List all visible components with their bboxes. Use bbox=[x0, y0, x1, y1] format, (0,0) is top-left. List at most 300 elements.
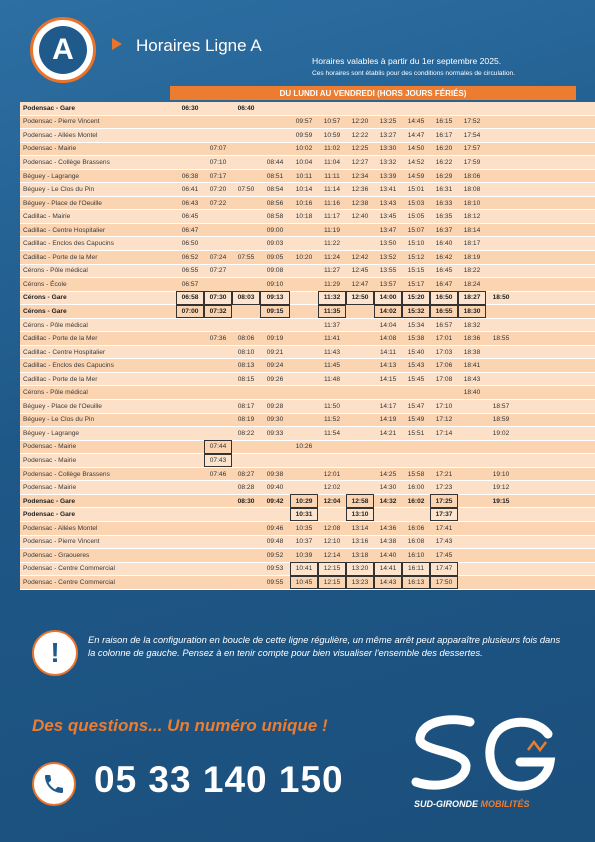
stop-name: Cadillac - Porte de la Mer bbox=[20, 372, 148, 386]
departure-time bbox=[260, 508, 290, 522]
departure-time: 19:15 bbox=[486, 494, 516, 508]
departure-time bbox=[572, 372, 595, 386]
departure-time bbox=[544, 494, 572, 508]
departure-time bbox=[260, 386, 290, 400]
departure-time: 18:36 bbox=[458, 332, 486, 346]
departure-time bbox=[148, 359, 176, 373]
table-row bbox=[20, 549, 595, 563]
departure-time bbox=[486, 169, 516, 183]
departure-time bbox=[318, 102, 346, 115]
departure-time: 12:27 bbox=[346, 156, 374, 170]
departure-time bbox=[544, 549, 572, 563]
departure-time bbox=[572, 142, 595, 156]
departure-time bbox=[290, 102, 318, 115]
departure-time bbox=[232, 454, 260, 468]
departure-time bbox=[402, 102, 430, 115]
table-row bbox=[20, 305, 595, 319]
departure-time: 16:35 bbox=[430, 210, 458, 224]
departure-time: 11:35 bbox=[318, 305, 346, 319]
departure-time: 09:57 bbox=[290, 115, 318, 129]
departure-time bbox=[232, 169, 260, 183]
departure-time bbox=[458, 549, 486, 563]
departure-time bbox=[148, 508, 176, 522]
departure-time bbox=[486, 251, 516, 265]
departure-time bbox=[486, 345, 516, 359]
stop-name: Cérons - Pôle médical bbox=[20, 264, 148, 278]
departure-time: 07:43 bbox=[204, 454, 232, 468]
departure-time: 09:10 bbox=[260, 278, 290, 292]
departure-time: 14:08 bbox=[374, 332, 402, 346]
departure-time bbox=[516, 142, 544, 156]
departure-time bbox=[346, 386, 374, 400]
departure-time bbox=[402, 508, 430, 522]
departure-time bbox=[544, 562, 572, 576]
table-row bbox=[20, 210, 595, 224]
stop-name: Podensac - Mairie bbox=[20, 481, 148, 495]
departure-time bbox=[544, 278, 572, 292]
table-row bbox=[20, 264, 595, 278]
departure-time bbox=[232, 237, 260, 251]
departure-time bbox=[148, 454, 176, 468]
departure-time bbox=[486, 386, 516, 400]
departure-time: 12:47 bbox=[346, 278, 374, 292]
departure-time: 13:39 bbox=[374, 169, 402, 183]
departure-time: 14:21 bbox=[374, 427, 402, 441]
departure-time: 14:15 bbox=[374, 372, 402, 386]
departure-time: 17:41 bbox=[430, 521, 458, 535]
departure-time: 12:50 bbox=[346, 291, 374, 305]
departure-time: 07:24 bbox=[204, 251, 232, 265]
departure-time bbox=[232, 278, 260, 292]
departure-time bbox=[232, 223, 260, 237]
departure-time: 09:55 bbox=[260, 576, 290, 590]
logo-caption-prefix: SUD-GIRONDE bbox=[414, 799, 479, 809]
departure-time bbox=[346, 332, 374, 346]
departure-time bbox=[544, 440, 572, 454]
departure-time bbox=[204, 413, 232, 427]
departure-time: 19:12 bbox=[486, 481, 516, 495]
departure-time bbox=[176, 318, 204, 332]
departure-time bbox=[374, 454, 402, 468]
table-row bbox=[20, 535, 595, 549]
departure-time: 11:27 bbox=[318, 264, 346, 278]
departure-time: 14:45 bbox=[402, 115, 430, 129]
departure-time bbox=[572, 183, 595, 197]
table-row bbox=[20, 400, 595, 414]
departure-time bbox=[572, 156, 595, 170]
departure-time: 14:41 bbox=[374, 562, 402, 576]
departure-time: 17:52 bbox=[458, 115, 486, 129]
departure-time: 08:56 bbox=[260, 196, 290, 210]
departure-time bbox=[544, 142, 572, 156]
table-row bbox=[20, 196, 595, 210]
departure-time bbox=[232, 508, 260, 522]
table-row bbox=[20, 440, 595, 454]
departure-time bbox=[176, 440, 204, 454]
departure-time bbox=[544, 413, 572, 427]
departure-time: 10:31 bbox=[290, 508, 318, 522]
departure-time bbox=[148, 427, 176, 441]
stop-name: Cadillac - Porte de la Mer bbox=[20, 251, 148, 265]
departure-time bbox=[516, 169, 544, 183]
departure-time: 12:58 bbox=[346, 494, 374, 508]
info-icon-circle bbox=[32, 630, 78, 676]
departure-time: 17:12 bbox=[430, 413, 458, 427]
departure-time bbox=[458, 102, 486, 115]
departure-time bbox=[290, 481, 318, 495]
departure-time: 17:59 bbox=[458, 156, 486, 170]
departure-time: 08:30 bbox=[232, 494, 260, 508]
departure-time bbox=[232, 535, 260, 549]
departure-time bbox=[290, 264, 318, 278]
stop-name: Podensac - Mairie bbox=[20, 454, 148, 468]
departure-time: 17:10 bbox=[430, 400, 458, 414]
departure-time bbox=[148, 102, 176, 115]
departure-time bbox=[516, 413, 544, 427]
departure-time bbox=[204, 494, 232, 508]
departure-time: 08:51 bbox=[260, 169, 290, 183]
departure-time bbox=[458, 494, 486, 508]
stop-name: Podensac - Mairie bbox=[20, 142, 148, 156]
departure-time bbox=[290, 400, 318, 414]
departure-time: 08:06 bbox=[232, 332, 260, 346]
table-row bbox=[20, 467, 595, 481]
departure-time: 17:06 bbox=[430, 359, 458, 373]
departure-time: 09:00 bbox=[260, 223, 290, 237]
departure-time bbox=[346, 223, 374, 237]
departure-time: 08:19 bbox=[232, 413, 260, 427]
departure-time: 16:13 bbox=[402, 576, 430, 590]
departure-time bbox=[458, 400, 486, 414]
info-text: En raison de la configuration en boucle de cette ligne régulière, un même arrêt peut apparaître plusieurs fois dans la colonne de gauche. Pensez à en tenir compte pour bien visualiser l'ensemble des dessertes. bbox=[88, 634, 561, 658]
departure-time bbox=[516, 278, 544, 292]
stop-name: Béguey - Place de l'Oeuille bbox=[20, 196, 148, 210]
stop-name: Podensac - Mairie bbox=[20, 440, 148, 454]
stop-name: Cérons - Pôle médical bbox=[20, 386, 148, 400]
departure-time bbox=[458, 508, 486, 522]
departure-time: 10:26 bbox=[290, 440, 318, 454]
departure-time bbox=[516, 129, 544, 143]
departure-time bbox=[204, 318, 232, 332]
departure-time bbox=[572, 562, 595, 576]
departure-time bbox=[232, 156, 260, 170]
table-row bbox=[20, 508, 595, 522]
departure-time: 08:15 bbox=[232, 372, 260, 386]
departure-time bbox=[486, 454, 516, 468]
table-row bbox=[20, 372, 595, 386]
departure-time: 16:17 bbox=[430, 129, 458, 143]
departure-time bbox=[430, 102, 458, 115]
departure-time bbox=[430, 440, 458, 454]
departure-time: 09:26 bbox=[260, 372, 290, 386]
departure-time: 13:23 bbox=[346, 576, 374, 590]
departure-time: 18:17 bbox=[458, 237, 486, 251]
departure-time bbox=[176, 549, 204, 563]
departure-time: 18:12 bbox=[458, 210, 486, 224]
departure-time: 14:50 bbox=[402, 142, 430, 156]
departure-time bbox=[204, 129, 232, 143]
departure-time: 18:08 bbox=[458, 183, 486, 197]
timetable bbox=[20, 102, 595, 590]
departure-time bbox=[204, 102, 232, 115]
departure-time: 07:55 bbox=[232, 251, 260, 265]
departure-time bbox=[544, 251, 572, 265]
departure-time bbox=[572, 549, 595, 563]
departure-time: 12:25 bbox=[346, 142, 374, 156]
departure-time: 17:03 bbox=[430, 345, 458, 359]
departure-time bbox=[572, 129, 595, 143]
departure-time bbox=[176, 427, 204, 441]
departure-time bbox=[516, 115, 544, 129]
departure-time bbox=[544, 223, 572, 237]
stop-name: Podensac - Gare bbox=[20, 508, 148, 522]
departure-time: 17:25 bbox=[430, 494, 458, 508]
departure-time: 10:16 bbox=[290, 196, 318, 210]
departure-time bbox=[458, 454, 486, 468]
departure-time: 18:14 bbox=[458, 223, 486, 237]
departure-time bbox=[148, 142, 176, 156]
departure-time: 09:38 bbox=[260, 467, 290, 481]
stop-name: Podensac - Allées Montel bbox=[20, 521, 148, 535]
departure-time bbox=[232, 210, 260, 224]
departure-time bbox=[544, 169, 572, 183]
departure-time bbox=[486, 237, 516, 251]
departure-time bbox=[544, 454, 572, 468]
departure-time: 15:34 bbox=[402, 318, 430, 332]
departure-time bbox=[290, 454, 318, 468]
departure-time: 13:43 bbox=[374, 196, 402, 210]
departure-time bbox=[572, 359, 595, 373]
table-row bbox=[20, 102, 595, 115]
departure-time: 15:47 bbox=[402, 400, 430, 414]
departure-time bbox=[318, 386, 346, 400]
departure-time bbox=[290, 386, 318, 400]
departure-time bbox=[516, 332, 544, 346]
departure-time: 10:41 bbox=[290, 562, 318, 576]
departure-time bbox=[176, 386, 204, 400]
departure-time bbox=[516, 562, 544, 576]
departure-time bbox=[516, 291, 544, 305]
departure-time bbox=[516, 521, 544, 535]
departure-time bbox=[516, 210, 544, 224]
departure-time: 10:18 bbox=[290, 210, 318, 224]
departure-time bbox=[148, 291, 176, 305]
departure-time: 11:37 bbox=[318, 318, 346, 332]
departure-time: 13:50 bbox=[374, 237, 402, 251]
departure-time: 14:11 bbox=[374, 345, 402, 359]
phone-number[interactable]: 05 33 140 150 bbox=[94, 759, 344, 800]
departure-time: 06:43 bbox=[176, 196, 204, 210]
departure-time: 12:34 bbox=[346, 169, 374, 183]
departure-time: 16:42 bbox=[430, 251, 458, 265]
stop-name: Cadillac - Mairie bbox=[20, 210, 148, 224]
departure-time bbox=[204, 372, 232, 386]
departure-time bbox=[516, 305, 544, 319]
departure-time: 15:17 bbox=[402, 278, 430, 292]
departure-time bbox=[204, 210, 232, 224]
departure-time bbox=[516, 237, 544, 251]
departure-time: 15:43 bbox=[402, 359, 430, 373]
departure-time bbox=[486, 549, 516, 563]
departure-time: 18:59 bbox=[486, 413, 516, 427]
departure-time: 07:10 bbox=[204, 156, 232, 170]
departure-time: 16:55 bbox=[430, 305, 458, 319]
departure-time bbox=[486, 142, 516, 156]
departure-time bbox=[430, 386, 458, 400]
departure-time bbox=[516, 318, 544, 332]
departure-time bbox=[516, 535, 544, 549]
departure-time: 16:08 bbox=[402, 535, 430, 549]
departure-time: 18:40 bbox=[458, 386, 486, 400]
departure-time: 14:25 bbox=[374, 467, 402, 481]
departure-time bbox=[572, 427, 595, 441]
departure-time: 13:20 bbox=[346, 562, 374, 576]
departure-time: 12:45 bbox=[346, 264, 374, 278]
table-row bbox=[20, 183, 595, 197]
departure-time bbox=[346, 305, 374, 319]
departure-time bbox=[148, 183, 176, 197]
departure-time bbox=[176, 142, 204, 156]
departure-time: 09:08 bbox=[260, 264, 290, 278]
departure-time bbox=[148, 494, 176, 508]
departure-time bbox=[232, 576, 260, 590]
departure-time: 12:02 bbox=[318, 481, 346, 495]
departure-time bbox=[290, 237, 318, 251]
stop-name: Podensac - Centre Commercial bbox=[20, 576, 148, 590]
departure-time: 13:52 bbox=[374, 251, 402, 265]
departure-time bbox=[204, 115, 232, 129]
departure-time bbox=[148, 345, 176, 359]
validity-note: Ces horaires sont établis pour des conditions normales de circulation. bbox=[312, 70, 516, 77]
departure-time: 08:58 bbox=[260, 210, 290, 224]
departure-time bbox=[346, 359, 374, 373]
table-row bbox=[20, 359, 595, 373]
table-row bbox=[20, 494, 595, 508]
departure-time bbox=[458, 413, 486, 427]
departure-time: 10:20 bbox=[290, 251, 318, 265]
departure-time: 12:40 bbox=[346, 210, 374, 224]
departure-time: 15:51 bbox=[402, 427, 430, 441]
departure-time: 15:01 bbox=[402, 183, 430, 197]
departure-time bbox=[486, 129, 516, 143]
departure-time: 18:24 bbox=[458, 278, 486, 292]
departure-time bbox=[204, 521, 232, 535]
departure-time bbox=[516, 264, 544, 278]
departure-time bbox=[544, 237, 572, 251]
departure-time bbox=[232, 305, 260, 319]
departure-time bbox=[260, 440, 290, 454]
questions-heading: Des questions... Un numéro unique ! bbox=[32, 716, 328, 735]
departure-time bbox=[290, 305, 318, 319]
departure-time: 18:30 bbox=[458, 305, 486, 319]
departure-time bbox=[544, 508, 572, 522]
departure-time: 10:11 bbox=[290, 169, 318, 183]
departure-time: 12:01 bbox=[318, 467, 346, 481]
departure-time: 07:30 bbox=[204, 291, 232, 305]
table-row bbox=[20, 386, 595, 400]
departure-time: 15:32 bbox=[402, 305, 430, 319]
departure-time: 12:15 bbox=[318, 562, 346, 576]
departure-time bbox=[346, 318, 374, 332]
departure-time: 16:02 bbox=[402, 494, 430, 508]
departure-time bbox=[516, 454, 544, 468]
departure-time bbox=[346, 345, 374, 359]
departure-time bbox=[516, 494, 544, 508]
departure-time bbox=[572, 115, 595, 129]
departure-time bbox=[374, 440, 402, 454]
departure-time: 10:45 bbox=[290, 576, 318, 590]
departure-time bbox=[148, 576, 176, 590]
departure-time bbox=[516, 156, 544, 170]
departure-time bbox=[544, 291, 572, 305]
departure-time: 18:38 bbox=[458, 345, 486, 359]
departure-time bbox=[374, 508, 402, 522]
departure-time: 17:47 bbox=[430, 562, 458, 576]
departure-time bbox=[176, 576, 204, 590]
departure-time: 13:14 bbox=[346, 521, 374, 535]
departure-time: 06:52 bbox=[176, 251, 204, 265]
departure-time: 06:38 bbox=[176, 169, 204, 183]
departure-time bbox=[516, 102, 544, 115]
departure-time bbox=[544, 481, 572, 495]
departure-time: 10:57 bbox=[318, 115, 346, 129]
departure-time: 16:50 bbox=[430, 291, 458, 305]
departure-time: 13:16 bbox=[346, 535, 374, 549]
departure-time bbox=[232, 115, 260, 129]
departure-time bbox=[346, 102, 374, 115]
departure-time: 14:13 bbox=[374, 359, 402, 373]
line-badge-letter: A bbox=[39, 26, 87, 74]
departure-time bbox=[486, 264, 516, 278]
departure-time bbox=[232, 129, 260, 143]
departure-time: 14:19 bbox=[374, 413, 402, 427]
departure-time: 18:43 bbox=[458, 372, 486, 386]
departure-time bbox=[148, 413, 176, 427]
departure-time: 15:15 bbox=[402, 264, 430, 278]
departure-time: 07:36 bbox=[204, 332, 232, 346]
stop-name: Béguey - Place de l'Oeuille bbox=[20, 400, 148, 414]
departure-time bbox=[176, 156, 204, 170]
departure-time bbox=[486, 210, 516, 224]
departure-time: 08:28 bbox=[232, 481, 260, 495]
departure-time bbox=[346, 372, 374, 386]
departure-time: 16:11 bbox=[402, 562, 430, 576]
departure-time bbox=[572, 521, 595, 535]
departure-time bbox=[232, 521, 260, 535]
departure-time bbox=[290, 291, 318, 305]
departure-time bbox=[572, 494, 595, 508]
departure-time bbox=[486, 183, 516, 197]
departure-time: 17:50 bbox=[430, 576, 458, 590]
departure-time bbox=[346, 440, 374, 454]
departure-time: 06:40 bbox=[232, 102, 260, 115]
departure-time: 09:42 bbox=[260, 494, 290, 508]
departure-time: 16:37 bbox=[430, 223, 458, 237]
departure-time: 06:58 bbox=[176, 291, 204, 305]
departure-time bbox=[458, 427, 486, 441]
departure-time: 10:29 bbox=[290, 494, 318, 508]
departure-time: 07:17 bbox=[204, 169, 232, 183]
departure-time: 18:10 bbox=[458, 196, 486, 210]
departure-time: 09:03 bbox=[260, 237, 290, 251]
departure-time bbox=[148, 467, 176, 481]
departure-time bbox=[516, 427, 544, 441]
departure-time: 11:24 bbox=[318, 251, 346, 265]
departure-time: 15:45 bbox=[402, 372, 430, 386]
table-row bbox=[20, 318, 595, 332]
departure-time: 07:22 bbox=[204, 196, 232, 210]
stop-name: Cadillac - Porte de la Mer bbox=[20, 332, 148, 346]
